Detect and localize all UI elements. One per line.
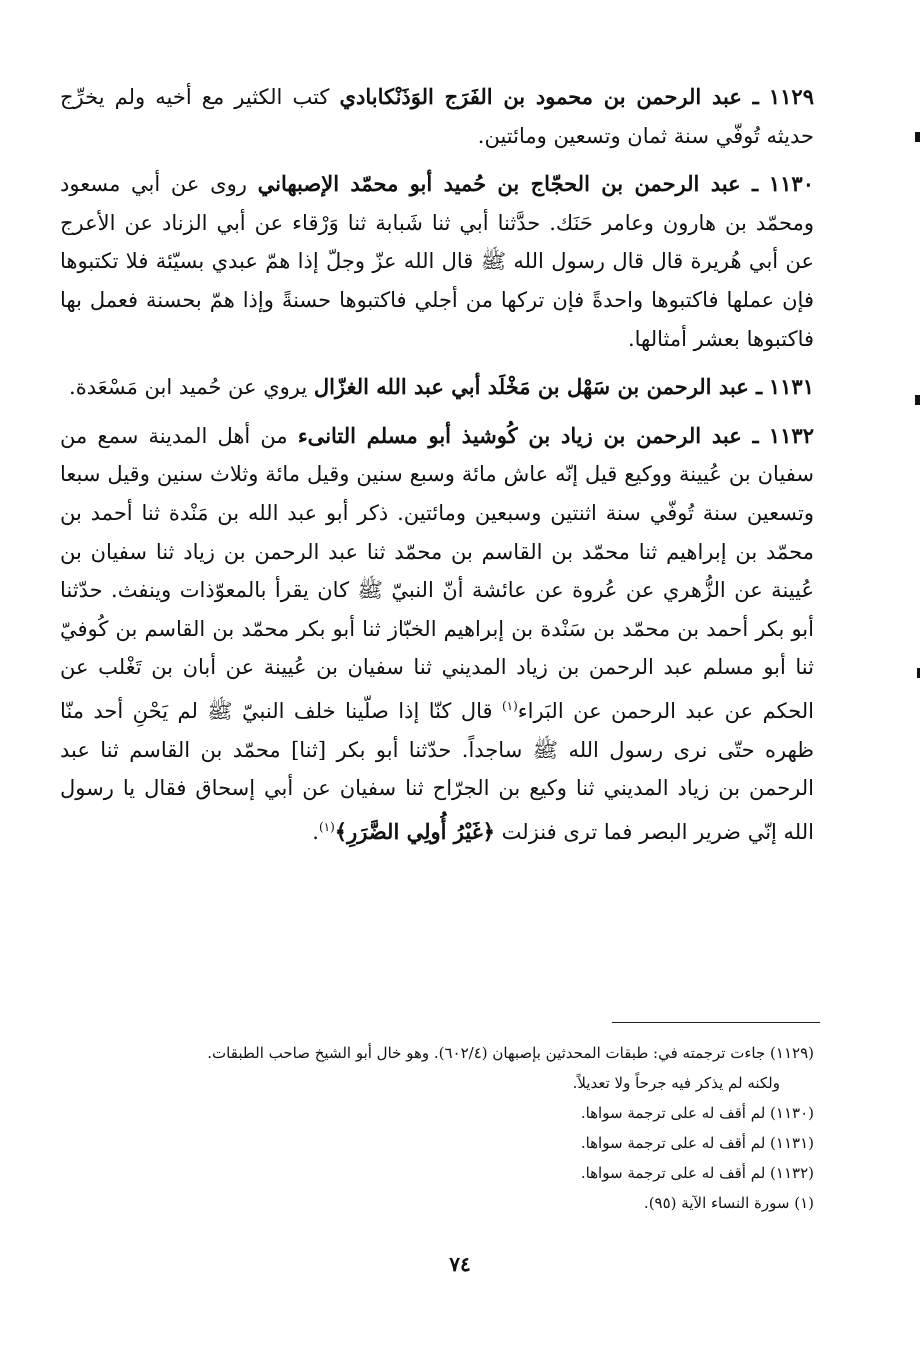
entry-text: قال كنّا إذا صلّينا خلف النبيّ ﷺ لم يَحْنِ أحد منّا ظهره حتّى نرى رسول الله ﷺ ساجداً. حدّثنا أبو بكر [ثنا] محمّد بن القاسم ثنا عبد الرحمن بن زياد المديني ثنا وكيع بن الجرّاح ثنا سفيان عن أبي إسحاق فقال يا رسول الله إنّي ضرير البصر فما ترى فنزلت	[60, 698, 814, 844]
entry-number: ١١٣١	[768, 374, 814, 400]
margin-mark	[915, 132, 920, 142]
entry-text: يروي عن حُميد ابن مَسْعَدة.	[69, 375, 308, 400]
footnote-marker: (١)	[501, 698, 518, 713]
entry-number: ١١٣٠	[768, 171, 814, 197]
page-number: ٧٤	[449, 1252, 471, 1276]
margin-mark	[915, 395, 920, 405]
entry-text: روى عن أبي مسعود ومحمّد بن هارون وعامر حَنَك. حدَّثنا أبي ثنا شَبابة ثنا وَرْقاء عن أبي الزناد عن الأعرج عن أبي هُريرة قال قال رسول الله ﷺ قال الله عزّ وجلّ إذا همّ عبدي بسيّئة فلا تكتبوها فإن عملها فاكتبوها واحدةً فإن تركها من أجلي فاكتبوها حسنةً وإذا همّ بحسنة فعمل بها فاكتبوها بعشر أمثالها.	[60, 172, 814, 351]
entry-name: عبد الرحمن بن سَهْل بن مَخْلَد أبي عبد الله الغزّال	[313, 374, 749, 400]
entry-1130: ١١٣٠ ـ عبد الرحمن بن الحجّاج بن حُميد أبو محمّد الإصبهاني روى عن أبي مسعود ومحمّد بن هارون وعامر حَنَك. حدَّثنا أبي ثنا شَبابة ثنا وَرْقاء عن أبي الزناد عن الأعرج عن أبي هُريرة قال قال رسول الله ﷺ قال الله عزّ وجلّ إذا همّ عبدي بسيّئة فلا تكتبوها فإن عملها فاكتبوها واحدةً فإن تركها من أجلي فاكتبوها حسنةً وإذا همّ بحسنة فعمل بها فاكتبوها بعشر أمثالها.	[60, 171, 814, 351]
entry-text: من أهل المدينة سمع من سفيان بن عُيينة ووكيع قيل إنّه عاش مائة وسبع سنين وقيل مائة وثلاث سنين وقيل سبعا وتسعين سنة تُوفّي سنة اثنتين وسبعين ومائتين. ذكر أبو عبد الله بن مَنْدة ثنا أحمد بن محمّد بن إبراهيم ثنا محمّد بن القاسم بن محمّد ثنا عبد الرحمن بن زياد ثنا سفيان بن عُيينة عن الزُّهري عن عُروة عن عائشة أنّ النبيّ ﷺ كان يقرأ بالمعوّذات وينفث. حدّثنا أبو بكر أحمد بن محمّد بن سَنْدة بن إبراهيم الخبّاز ثنا أبو بكر محمّد بن القاسم بن كُوفيّ ثنا أبو مسلم عبد الرحمن بن زياد المديني ثنا سفيان بن عُيينة عن أبان بن تَغْلب عن الحكم عن عبد الرحمن عن البَراء	[60, 423, 814, 723]
entry-1132: ١١٣٢ ـ عبد الرحمن بن زياد بن كُوشيذ أبو مسلم التانىء من أهل المدينة سمع من سفيان بن عُيينة ووكيع قيل إنّه عاش مائة وسبع سنين وقيل مائة وثلاث سنين وقيل سبعا وتسعين سنة تُوفّي سنة اثنتين وسبعين ومائتين. ذكر أبو عبد الله بن مَنْدة ثنا أحمد بن محمّد بن إبراهيم ثنا محمّد بن القاسم بن محمّد ثنا عبد الرحمن بن زياد ثنا سفيان بن عُيينة عن الزُّهري عن عُروة عن عائشة أنّ النبيّ ﷺ كان يقرأ بالمعوّذات وينفث. حدّثنا أبو بكر أحمد بن محمّد بن سَنْدة بن إبراهيم الخبّاز ثنا أبو بكر محمّد بن القاسم بن كُوفيّ ثنا أبو مسلم عبد الرحمن بن زياد المديني ثنا سفيان بن عُيينة عن أبان بن تَغْلب عن الحكم عن عبد الرحمن عن البَراء$^{(١)}$ قال كنّا إذا صلّينا خلف النبيّ ﷺ لم يَحْنِ أحد منّا ظهره حتّى نرى رسول الله ﷺ ساجداً. حدّثنا أبو بكر [ثنا] محمّد بن القاسم ثنا عبد الرحمن بن زياد المديني ثنا وكيع بن الجرّاح ثنا سفيان عن أبي إسحاق فقال يا رسول الله إنّي ضرير البصر فما ترى فنزلت ﴿غَيْرُ أُولِي الضَّرَرِ﴾$^{(١)}$.	[60, 422, 814, 844]
footnote: (١١٣١) لم أقف له على ترجمة سواها.	[580, 1134, 814, 1152]
footnote: (١١٣٠) لم أقف له على ترجمة سواها.	[580, 1104, 814, 1122]
entry-name: عبد الرحمن بن الحجّاج بن حُميد أبو محمّد الإصبهاني	[257, 171, 741, 197]
quran-quote: ﴿غَيْرُ أُولِي الضَّرَرِ﴾	[334, 818, 495, 844]
entry-number: ١١٢٩	[768, 84, 814, 109]
footnote-divider	[612, 1022, 820, 1023]
main-text	[60, 78, 814, 861]
footnote: ولكنه لم يذكر فيه جرحاً ولا تعديلاً.	[572, 1074, 780, 1092]
footnotes	[60, 1038, 814, 1218]
footnote: (١١٢٩) جاءت ترجمته في: طبقات المحدثين بإصبهان (٦٠٢/٤). وهو خال أبو الشيخ صاحب الطبقات.	[207, 1044, 814, 1062]
entry-name: عبد الرحمن بن زياد بن كُوشيذ أبو مسلم التانىء	[297, 422, 742, 448]
footnote: (١) سورة النساء الآية (٩٥).	[643, 1194, 814, 1212]
entry-name: عبد الرحمن بن محمود بن الفَرَج الوَذَنْكابادي	[339, 84, 742, 109]
footnote: (١١٣٢) لم أقف له على ترجمة سواها.	[580, 1164, 814, 1182]
entry-text: كتب الكثير مع أخيه ولم يخرِّج حديثه تُوفّي سنة ثمان وتسعين ومائتين.	[60, 85, 814, 148]
footnote-marker: (١)	[318, 819, 335, 834]
entry-number: ١١٣٢	[768, 422, 814, 448]
entry-1129: ١١٢٩ ـ عبد الرحمن بن محمود بن الفَرَج الوَذَنْكابادي كتب الكثير مع أخيه ولم يخرِّج حديثه تُوفّي سنة ثمان وتسعين ومائتين.	[60, 84, 814, 148]
entry-1131: ١١٣١ ـ عبد الرحمن بن سَهْل بن مَخْلَد أبي عبد الله الغزّال يروي عن حُميد ابن مَسْعَدة.	[69, 374, 814, 400]
